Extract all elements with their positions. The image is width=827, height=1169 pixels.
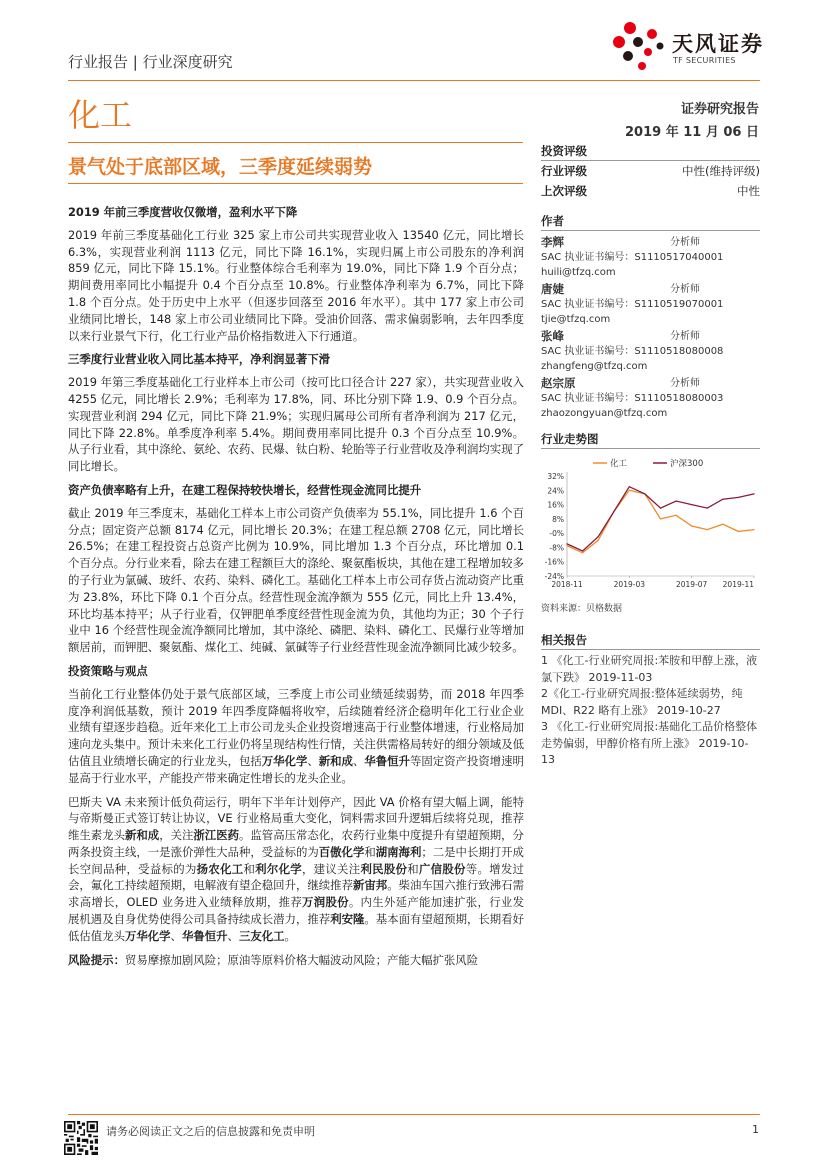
section-body-2: 2019 年第三季度基础化工行业样本上市公司（按可比口径合计 227 家），共实现营业收入 4255 亿元，同比增长 2.9%；毛利率为 17.8%，同、环比分别下降 1.9、0.9 个百分点。实现营业利润 294 亿元，同比下降 21.9%；实现归属母公司所有者净利润为 217 亿元，同比下降 22.8%。单季度净利率 5.4%。期间费用率同比提升 0.3 个百分点至 10.9%。从子行业看，其中涤纶、氨纶、农药、民爆、钛白粉、轮胎等子行业营收及净利润均实现了同比增长。 <box>68 375 524 474</box>
author-entry: 张峰 分析师 SAC 执业证书编号：S1110518080008 zhangfeng@tfzq.com <box>541 329 760 374</box>
y-tick-label: 24% <box>547 486 564 496</box>
data-point <box>722 499 723 500</box>
authors-rule <box>541 230 760 231</box>
related-title: 相关报告 <box>541 633 587 647</box>
data-point <box>566 543 567 544</box>
qr-code-icon <box>64 1121 98 1155</box>
trend-title: 行业走势图 <box>541 432 599 446</box>
data-point <box>707 508 708 509</box>
x-tick-label: 2019-07 <box>675 580 708 589</box>
report-headline: 景气处于底部区域，三季度延续弱势 <box>68 156 373 178</box>
strategy-paragraph-2: 巴斯夫 VA 未来预计低负荷运行，明年下半年计划停产，因此 VA 价格有望大幅上调，能特与帝斯曼正式签订转让协议，VE 行业格局重大变化，饲料需求回升逻辑后续将兑现，推荐维生素龙头新和成，关注浙江医药。监管高压常态化，农药行业集中度提升有望超预期，分两条投资主线，一是涨价弹性大品种，受益标的为百傲化学和湖南海利；二是中长期打开成长空间品种，受益标的为扬农化工和利尔化学，建议关注利民股份和广信股份等。增发过会，氟化工持续超预期，电解液有望企稳回升，继续推荐新宙邦。柴油车国六推行致沸石需求高增长，OLED 业务进入业绩释放期，推荐万润股份。内生外延产能加速扩张，行业发展机遇及自身优势使得公司具备持续成长潜力，推荐利安隆。基本面有望超预期，长期看好低估值龙头万华化学、华鲁恒升、三友化工。 <box>68 794 524 943</box>
y-tick-label: -16% <box>544 557 564 567</box>
trend-chart <box>541 452 760 592</box>
x-tick-label: 2018-11 <box>551 580 583 589</box>
related-report-item[interactable]: 2《化工-行业研究周报:整体延续弱势，纯 MDI、R22 略有上涨》 2019-10-27 <box>541 687 743 717</box>
y-tick-label: -0% <box>549 529 564 539</box>
industry-rating-row: 行业评级 中性(维持评级) <box>541 164 760 178</box>
data-point <box>691 504 692 505</box>
footer-divider <box>68 1114 760 1115</box>
related-rule <box>541 649 760 650</box>
main-column <box>68 198 524 975</box>
data-point <box>613 511 614 512</box>
data-point <box>629 490 630 491</box>
rating-panel <box>541 142 760 201</box>
data-point <box>675 515 676 516</box>
rating-title: 投资评级 <box>541 144 587 158</box>
strategy-paragraph-1: 当前化工行业整体仍处于景气底部区域，三季度上市公司业绩延续弱势，而 2018 年四季度净利润低基数，预计 2019 年四季度降幅将收窄，后续随着经济企稳明年化工行业企业业绩有望逐步趋稳。近年来化工上市公司龙头企业投资增速高于行业整体增速，行业格局加速向龙头集中。预计未来化工行业仍将呈现结构性行情，关注供需格局转好的细分领域及低估值且业绩增长确定的行业龙头，包括万华化学、新和成、华鲁恒升等固定资产投资增速明显高于行业水平，产能投产带来确定性增长的龙头企业。 <box>68 686 524 785</box>
report-tag: 行业报告 | 行业深度研究 <box>68 53 233 71</box>
section-body-1: 2019 年前三季度基础化工行业 325 家上市公司共实现营业收入 13540 亿元，同比增长 6.3%，实现营业利润 1113 亿元，同比下降 16.1%，实现归属上市公司股东的净利润 859 亿元，同比下降 15.1%。行业整体综合毛利率为 19.0%，同比下降 1.9 个百分点；期间费用率同比小幅提升 0.4 个百分点至 10.8%。行业整体净利率为 6.7%，同比下降 1.8 个百分点。处于历史中上水平（但逐步回落至 2016 年水平）。其中 177 家上市公司业绩同比增长，148 家上市公司业绩同比下降。受油价回落、需求偏弱影响，去年四季度以来行业景气下行，化工行业产品价格指数进入下行通道。 <box>68 227 524 343</box>
sector-title: 化工 <box>68 96 133 134</box>
author-entry: 唐婕 分析师 SAC 执业证书编号：S1110519070001 tjie@tfzq.com <box>541 282 760 327</box>
related-report-item[interactable]: 3 《化工-行业研究周报:基础化工品价格整体走势偏弱，甲醇价格有所上涨》 2019-10-13 <box>541 720 758 766</box>
legend-label: 沪深300 <box>670 459 704 469</box>
series-line-1 <box>567 490 754 553</box>
data-point <box>738 531 739 532</box>
data-point <box>722 524 723 525</box>
author-email[interactable]: tjie@tfzq.com <box>541 314 611 325</box>
data-point <box>598 540 599 541</box>
data-point <box>660 518 661 519</box>
risk-warning: 风险提示：贸易摩擦加剧风险；原油等原料价格大幅波动风险；产能大幅扩张风险 <box>68 952 479 967</box>
data-point <box>675 500 676 501</box>
report-date: 2019 年 11 月 06 日 <box>625 125 759 140</box>
tf-logo-icon <box>608 16 670 74</box>
data-point <box>691 525 692 526</box>
footer-disclaimer: 请务必阅读正文之后的信息披露和免责申明 <box>106 1125 315 1138</box>
authors-panel <box>541 212 760 421</box>
author-email[interactable]: zhangfeng@tfzq.com <box>541 361 648 372</box>
data-point <box>753 493 754 494</box>
trend-rule <box>541 448 760 449</box>
logo-name: 天风证券 <box>672 32 764 56</box>
page-number: 1 <box>752 1123 759 1136</box>
section-title-4: 投资策略与观点 <box>68 663 148 678</box>
data-point <box>738 497 739 498</box>
data-point <box>660 508 661 509</box>
data-point <box>566 545 567 546</box>
data-point <box>582 552 583 553</box>
related-report-item[interactable]: 1 《化工-行业研究周报:苯胺和甲醇上涨，液氯下跌》 2019-11-03 <box>541 654 758 684</box>
authors-title: 作者 <box>541 214 564 228</box>
author-entry: 李辉 分析师 SAC 执业证书编号：S1110517040001 huili@tfzq.com <box>541 235 760 280</box>
y-tick-label: 16% <box>547 500 564 510</box>
data-point <box>644 493 645 494</box>
headline-top-rule <box>68 142 523 143</box>
related-panel <box>541 631 760 769</box>
legend-label: 化工 <box>610 459 628 469</box>
data-point <box>707 529 708 530</box>
section-body-3: 截止 2019 年三季度末，基础化工样本上市公司资产负债率为 55.1%，同比提升 1.6 个百分点；固定资产总额 8174 亿元，同比增长 20.3%；在建工程总额 2708 亿元，同比增长 26.5%；在建工程投资占总资产比例为 10.9%，同比增加 1.3 个百分点，环比增加 0.1 个百分点。分行业来看，除去在建工程额巨大的涤纶、聚氨酯板块，其他在建工程增加较多的子行业为氯碱、玻纤、农药、染料、磷化工。基础化工样本上市公司存货占流动资产比重为 23.8%，环比下降 0.1 个百分点。经营性现金流净额为 555 亿元，同比上升 13.4%，环比均基本持平；从子行业看，仅钾肥单季度经营性现金流为负，其他均为正；30 个子行业中 16 个经营性现金流净额同比增加，其中涤纶、磷肥、染料、磷化工、民爆行业等增加额居前，而钾肥、聚氨酯、煤化工、纯碱、氯碱等子行业经营性现金流净额同比减少较多。 <box>68 505 524 655</box>
report-type: 证券研究报告 <box>680 102 759 117</box>
x-tick-label: 2019-03 <box>613 580 646 589</box>
author-email[interactable]: huili@tfzq.com <box>541 267 616 278</box>
x-tick-label: 2019-11 <box>722 580 754 589</box>
trend-panel <box>541 430 760 449</box>
author-entry: 赵宗原 分析师 SAC 执业证书编号：S1110518080003 zhaozongyuan@tfzq.com <box>541 376 760 421</box>
data-point <box>753 529 754 530</box>
section-title-1: 2019 年前三季度营收仅微增，盈利水平下降 <box>68 205 298 219</box>
y-tick-label: -24% <box>544 572 564 581</box>
data-point <box>582 550 583 551</box>
y-tick-label: 8% <box>552 514 564 524</box>
logo-english: TF SECURITIES <box>673 56 736 65</box>
y-tick-label: -8% <box>549 543 564 553</box>
chart-source: 资料来源：贝格数据 <box>541 604 623 614</box>
data-point <box>598 536 599 537</box>
headline-bottom-rule <box>68 183 523 184</box>
y-tick-label: 32% <box>547 472 564 481</box>
previous-rating-row: 上次评级 中性 <box>541 184 760 198</box>
section-title-3: 资产负债率略有上升，在建工程保持较快增长，经营性现金流同比提升 <box>68 482 422 497</box>
header-divider <box>68 80 760 81</box>
data-point <box>629 486 630 487</box>
author-email[interactable]: zhaozongyuan@tfzq.com <box>541 408 668 419</box>
section-title-2: 三季度行业营业收入同比基本持平，净利润显著下滑 <box>68 352 330 367</box>
